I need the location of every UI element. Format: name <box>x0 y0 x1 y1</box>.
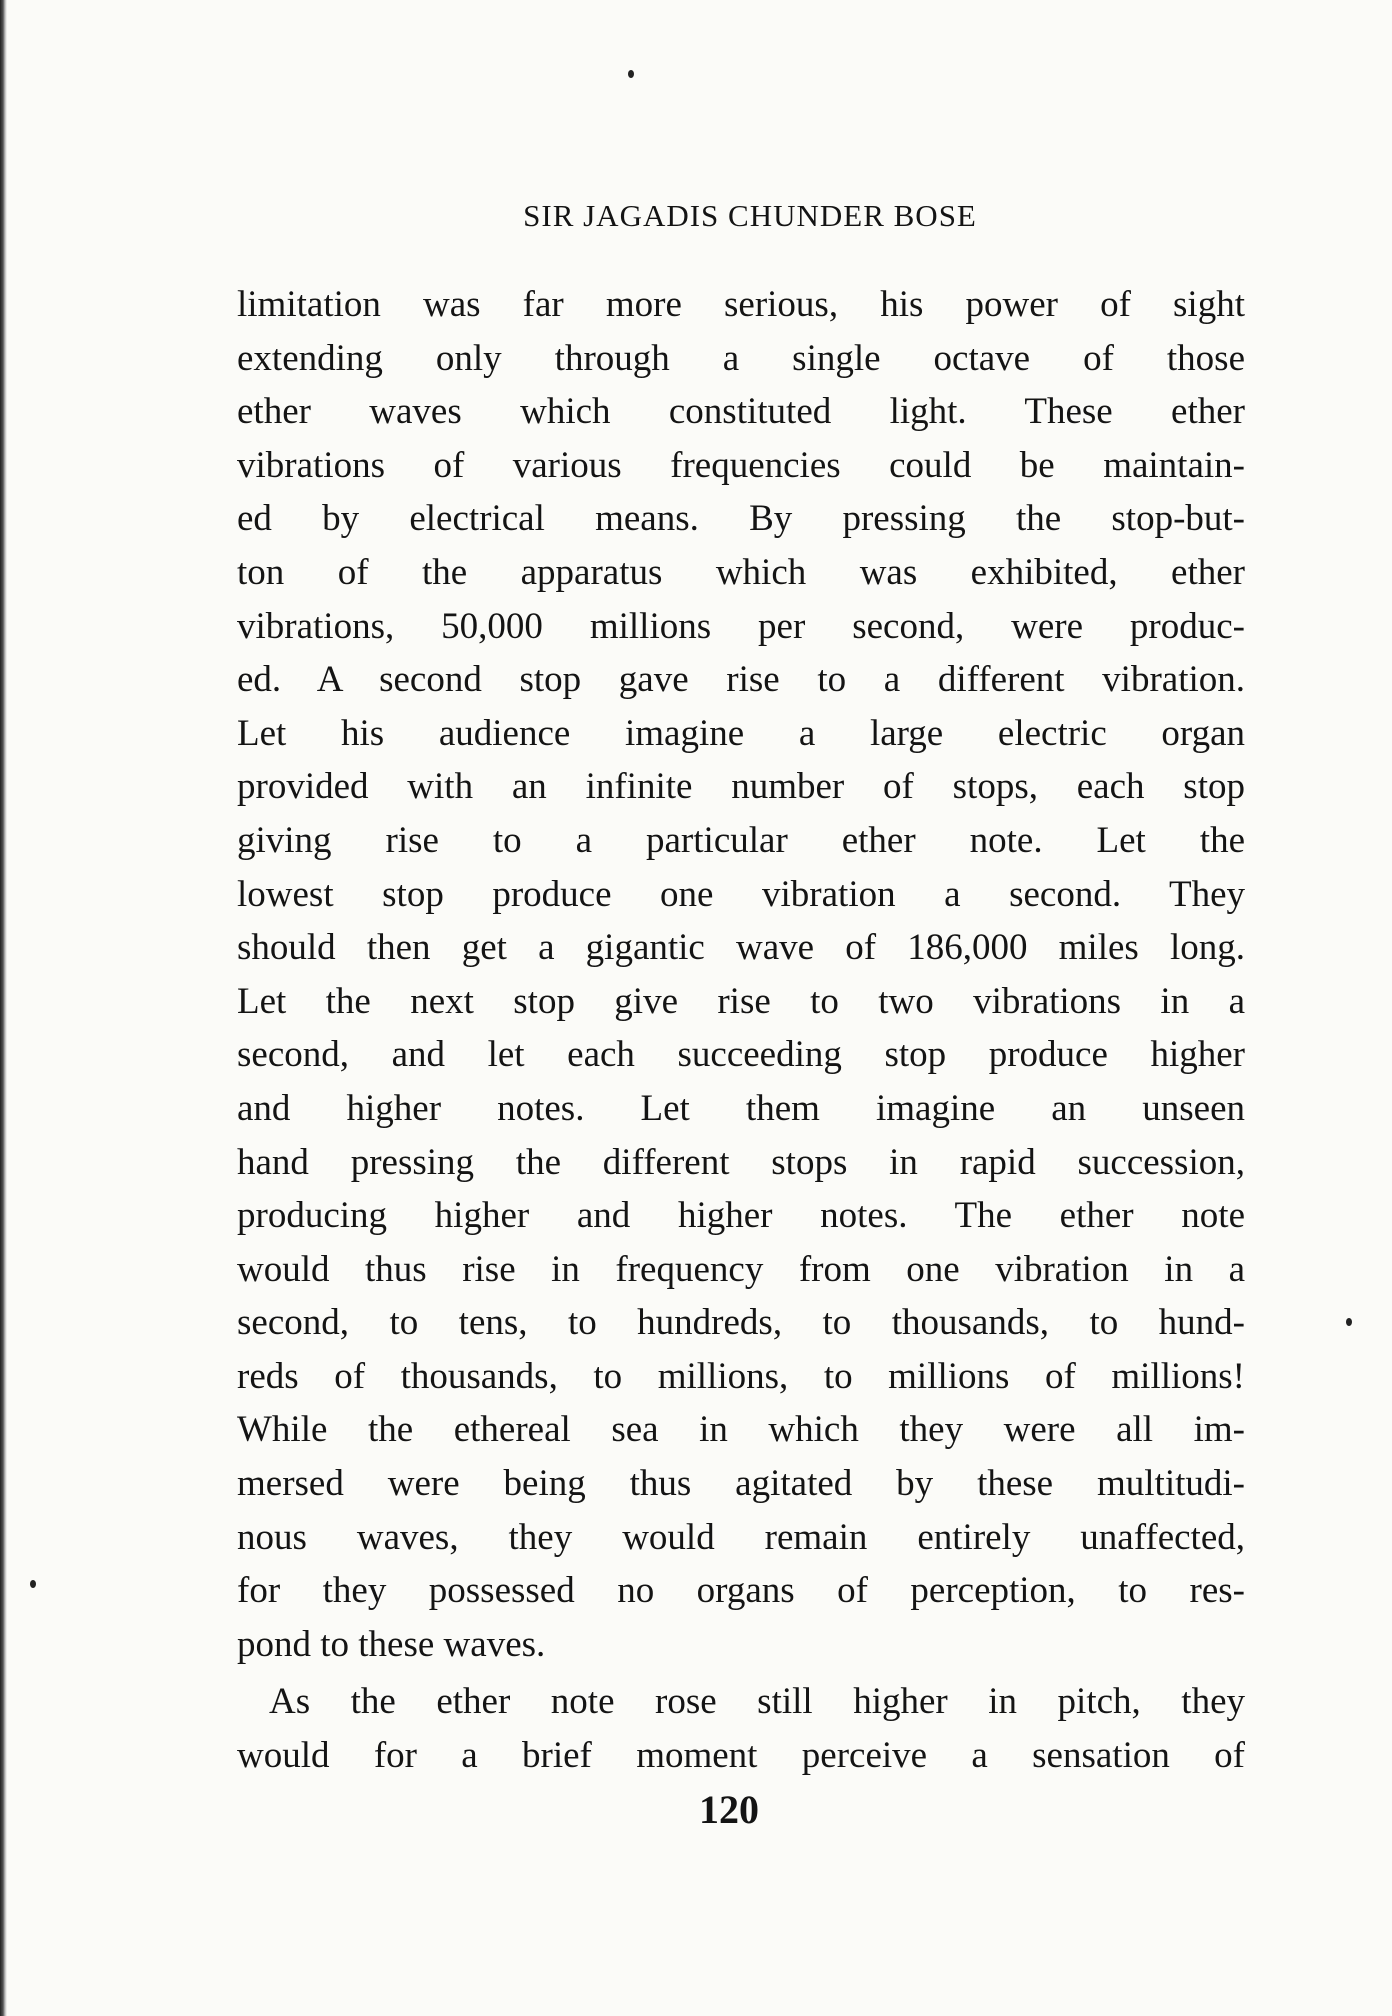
text-line: As the ether note rose still higher in pitch, they <box>269 1681 1245 1723</box>
text-line: nous waves, they would remain entirely unaffected, <box>237 1516 1245 1558</box>
text-line: second, and let each succeeding stop produce higher <box>237 1034 1245 1076</box>
text-line: vibrations of various frequencies could be maintain- <box>237 444 1245 486</box>
text-line: would for a brief moment perceive a sensation of <box>237 1735 1245 1777</box>
paragraph <box>237 278 1245 1671</box>
text-line: ton of the apparatus which was exhibited, ether <box>237 551 1245 593</box>
body-text <box>237 278 1245 1783</box>
text-line: Let his audience imagine a large electric organ <box>237 712 1245 754</box>
text-line: reds of thousands, to millions, to millions of millions! <box>237 1355 1245 1397</box>
text-line: hand pressing the different stops in rapid succession, <box>237 1141 1245 1183</box>
text-line: Let the next stop give rise to two vibrations in a <box>237 980 1245 1022</box>
text-line: producing higher and higher notes. The ether note <box>237 1195 1245 1237</box>
text-line: ed by electrical means. By pressing the stop-but- <box>237 498 1245 540</box>
text-line: would thus rise in frequency from one vibration in a <box>237 1248 1245 1290</box>
text-line: vibrations, 50,000 millions per second, were produc- <box>237 605 1245 647</box>
ink-speck <box>628 70 634 78</box>
text-line: lowest stop produce one vibration a second. They <box>237 873 1245 915</box>
text-line: mersed were being thus agitated by these multitudi- <box>237 1463 1245 1505</box>
text-line: giving rise to a particular ether note. Let the <box>237 819 1245 861</box>
ink-speck <box>30 1580 36 1588</box>
text-line: ether waves which constituted light. These ether <box>237 391 1245 433</box>
text-line: pond to these waves. <box>237 1623 546 1665</box>
text-line: ed. A second stop gave rise to a different vibration. <box>237 659 1245 701</box>
text-line: should then get a gigantic wave of 186,000 miles long. <box>237 927 1245 969</box>
page-number: 120 <box>699 1787 759 1832</box>
ink-speck <box>1346 1318 1352 1326</box>
page-binding-edge <box>0 0 7 2016</box>
paragraph <box>237 1675 1245 1782</box>
text-line: and higher notes. Let them imagine an unseen <box>237 1087 1245 1129</box>
running-head: SIR JAGADIS CHUNDER BOSE <box>523 198 977 233</box>
text-line: While the ethereal sea in which they were all im- <box>237 1409 1245 1451</box>
text-line: limitation was far more serious, his power of sight <box>237 284 1245 325</box>
text-line: provided with an infinite number of stops, each stop <box>237 766 1245 808</box>
text-line: second, to tens, to hundreds, to thousands, to hund- <box>237 1302 1245 1344</box>
text-line: for they possessed no organs of perception, to res- <box>237 1570 1245 1612</box>
text-line: extending only through a single octave of those <box>237 337 1245 379</box>
